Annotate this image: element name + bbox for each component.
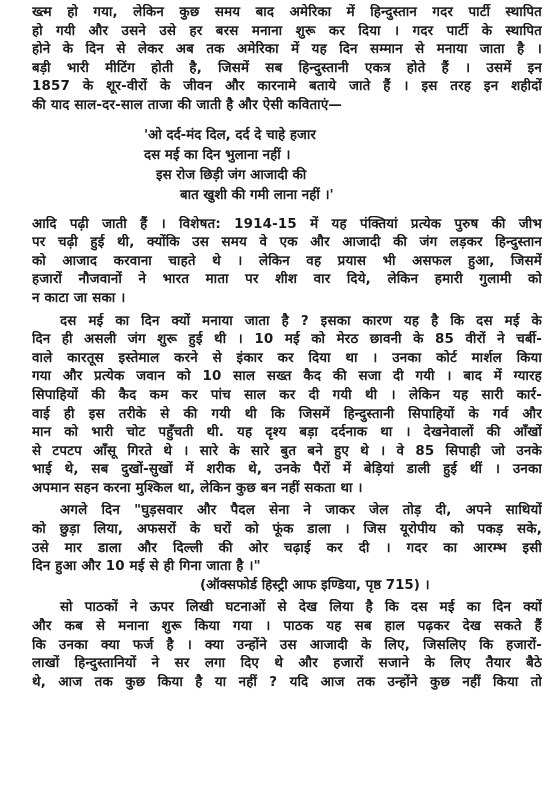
text-line: कि उनका क्या फर्ज है । क्या उन्होंने उस आजादी के लिए, जिसलिए कि हजारों- (32, 637, 542, 653)
text-line: उसे मार डाला और दिल्ली की ओर चढ़ाई कर दी । गदर का आरम्भ इसी (32, 540, 542, 556)
poem-line: दस मई का दिन भुलाना नहीं । (144, 147, 291, 163)
text-line: बड़ी भारी मीटिंग होती है, जिसमें सब हिन्दुस्तानी एकत्र होते हैं । उसमें इन (32, 60, 542, 76)
text-line: वाले कारतूस इस्तेमाल करने से इंकार कर दिया था । उनका कोर्ट मार्शल किया (32, 350, 542, 366)
text-line: भाई थे, सब दुखों-सुखों में शरीक थे, उनके पैरों में बेड़ियां डाली हुई थीं । उनका (32, 462, 542, 478)
text-line: को आजाद करवाना चाहते थे । लेकिन वह प्रयास भी असफल हुआ, जिसमें (32, 253, 542, 269)
text-line: लाखों हिन्दुस्तानियों ने सर लगा दिए थे और हजारों सजाने के लिए तैयार बैठे (32, 656, 542, 672)
text-line: और कब से मनाना शुरू किया गया । पाठक यह सब हाल पढ़कर देख सकते हैं (32, 619, 542, 635)
paragraph-2 (32, 216, 542, 309)
text-line: पर चढ़ी हुई थी, क्योंकि उस समय वे एक और आजादी की जंग लड़कर हिन्दुस्तान (32, 235, 542, 251)
text-line: अगले दिन "घुड़सवार और पैदल सेना ने जाकर जेल तोड़ दी, अपने साथियों (60, 503, 542, 519)
poem-line: इस रोज छिड़ी जंग आजादी की (156, 167, 307, 183)
poem-line: 'ओ दर्द-मंद दिल, दर्द दे चाहे हजार (144, 127, 316, 143)
text-line: दस मई का दिन क्यों मनाया जाता है ? इसका कारण यह है कि दस मई के (60, 313, 542, 329)
text-line: थे, आज तक कुछ किया है या नहीं ? यदि आज तक उन्होंने कुछ नहीं किया तो (32, 674, 542, 690)
paragraph-1 (32, 4, 542, 116)
text-line: सो पाठकों ने ऊपर लिखी घटनाओं से देख लिया है कि दस मई का दिन क्यों (60, 600, 542, 616)
text-line: हजारों नौजवानों ने भारत माता पर शीश वार दिये, लेकिन हमारी गुलामी को (32, 272, 542, 288)
paragraph-5 (32, 599, 542, 692)
text-line: गया और प्रत्येक जवान को 10 साल सख्त कैद की सजा दी गयी । बाद में ग्यारह (32, 369, 542, 385)
citation: (ऑक्सफोर्ड हिस्ट्री आफ इण्डिया, पृष्ठ 715) । (200, 577, 430, 593)
text-line: 1857 के शूर-वीरों के जीवन और कारनामे बताये जाते हैं । इस तरह इन शहीदों (32, 79, 542, 95)
text-line: दिन ही असली जंग शुरू हुई थी । 10 मई को मेरठ छावनी के 85 वीरों ने चर्बी- (32, 332, 542, 348)
text-line: आदि पढ़ी जाती हैं । विशेषत: 1914-15 में यह पंक्तियां प्रत्येक पुरुष की जीभ (32, 216, 542, 232)
text-line: हो गयी और उसने उसे हर बरस मनाना शुरू कर दिया । गदर पार्टी के स्थापित (32, 23, 542, 39)
text-line: न काटा जा सका । (32, 290, 126, 306)
paragraph-3 (32, 313, 542, 499)
text-line: अपमान सहन करना मुश्किल था, लेकिन कुछ बन नहीं सकता था । (32, 480, 363, 496)
text-line: होने के दिन से लेकर अब तक अमेरिका में यह दिन सम्मान से मनाया जाता है । (32, 42, 542, 58)
text-line: दिन हुआ और 10 मई से ही गिना जाता है ।" (32, 559, 261, 575)
text-line: को छुड़ा लिया, अफसरों के घरों को फूंक डाला । जिस यूरोपीय को पकड़ सके, (32, 522, 542, 538)
text-line: ख्त्म हो गया, लेकिन कुछ समय बाद अमेरिका में हिन्दुस्तान गदर पार्टी स्थापित (32, 5, 542, 20)
text-line: वाई ही इस तरीके से की गयी थी कि जिसमें हिन्दुस्तानी सिपाहियों के गर्व और (32, 406, 542, 422)
poem-line: बात खुशी की गमी लाना नहीं ।' (180, 187, 334, 203)
text-line: मान को भारी चोट पहुँचती थी. यह दृश्य बड़ा दर्दनाक था । देखनेवालों की आँखों (32, 425, 542, 441)
paragraph-4 (32, 502, 542, 595)
text-line: की याद साल-दर-साल ताजा की जाती है और ऐसी कविताएं— (32, 97, 343, 113)
text-line: से टपटप आँसू गिरते थे । सारे के सारे बुत बने हुए थे । वे 85 सिपाही जो उनके (32, 443, 542, 459)
text-line: सिपाहियों की कैद कम कर पांच साल कर दी गयी थी । लेकिन यह सारी कार्र- (32, 387, 542, 403)
poem-block (32, 126, 542, 206)
